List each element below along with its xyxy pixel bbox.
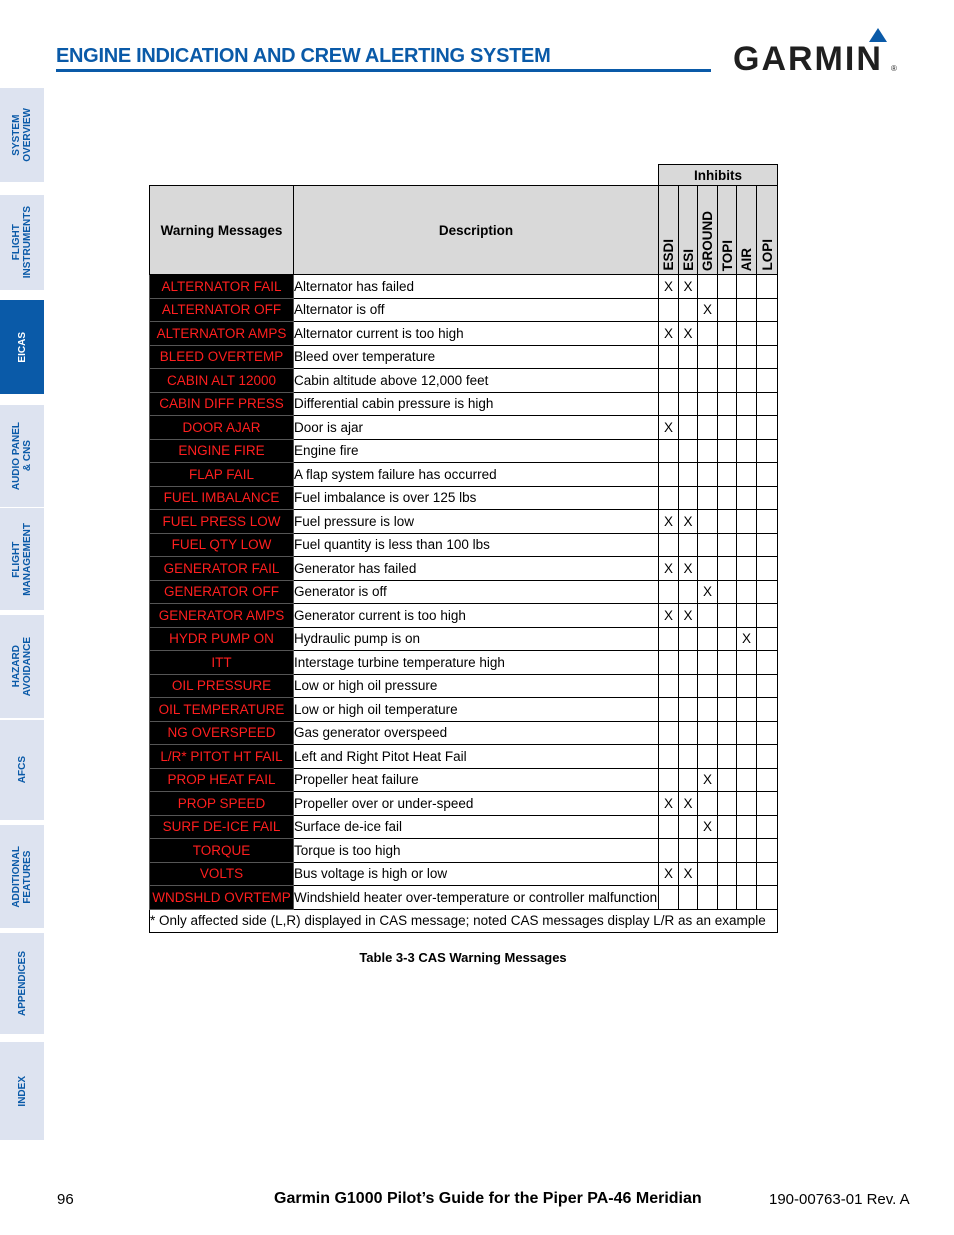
inhibit-flag — [718, 768, 737, 792]
table-row — [150, 345, 778, 369]
inhibit-flag — [718, 839, 737, 863]
warning-description: Alternator current is too high — [294, 322, 659, 346]
warning-message: ITT — [150, 651, 294, 675]
warning-description: Propeller heat failure — [294, 768, 659, 792]
inhibit-flag — [659, 627, 679, 651]
page-number: 96 — [57, 1191, 74, 1208]
inhibit-flag — [698, 369, 718, 393]
inhibit-flag — [698, 486, 718, 510]
warning-message: GENERATOR AMPS — [150, 604, 294, 628]
tab-appendices[interactable] — [0, 933, 44, 1034]
warning-message: VOLTS — [150, 862, 294, 886]
warning-description: Surface de-ice fail — [294, 815, 659, 839]
warning-description: Left and Right Pitot Heat Fail — [294, 745, 659, 769]
warning-message: FUEL QTY LOW — [150, 533, 294, 557]
inhibit-flag — [718, 721, 737, 745]
inhibit-flag — [679, 392, 698, 416]
tab-flight-instruments[interactable] — [0, 195, 44, 290]
inhibit-flag — [737, 486, 757, 510]
tab-additional-features[interactable] — [0, 825, 44, 928]
inhibit-flag: X — [679, 557, 698, 581]
inhibit-flag — [737, 463, 757, 487]
tab-label: AUDIO PANEL & CNS — [11, 421, 33, 491]
garmin-logo — [733, 28, 898, 76]
inhibit-flag — [737, 298, 757, 322]
table-row — [150, 627, 778, 651]
warning-message: ALTERNATOR AMPS — [150, 322, 294, 346]
warning-description: Generator current is too high — [294, 604, 659, 628]
inhibit-flag: X — [698, 580, 718, 604]
inhibit-col-header — [757, 186, 778, 275]
inhibit-flag — [757, 627, 778, 651]
warning-description: Bus voltage is high or low — [294, 862, 659, 886]
inhibit-flag — [757, 392, 778, 416]
warning-description: Generator has failed — [294, 557, 659, 581]
table-row — [150, 886, 778, 910]
inhibit-flag — [737, 439, 757, 463]
warning-message: PROP HEAT FAIL — [150, 768, 294, 792]
inhibit-flag — [757, 439, 778, 463]
tab-label: SYSTEM OVERVIEW — [11, 108, 33, 162]
warning-description: Propeller over or under-speed — [294, 792, 659, 816]
inhibit-flag — [718, 604, 737, 628]
warning-messages-header: Warning Messages — [150, 186, 294, 275]
table-caption: Table 3-3 CAS Warning Messages — [359, 950, 567, 965]
inhibit-flag — [737, 886, 757, 910]
warning-message: CABIN DIFF PRESS — [150, 392, 294, 416]
inhibit-flag — [659, 721, 679, 745]
warning-message: OIL TEMPERATURE — [150, 698, 294, 722]
table-row — [150, 533, 778, 557]
table-row — [150, 698, 778, 722]
inhibit-flag — [737, 862, 757, 886]
inhibit-col-header — [698, 186, 718, 275]
inhibit-flag — [757, 604, 778, 628]
inhibit-flag — [698, 721, 718, 745]
inhibit-flag: X — [679, 322, 698, 346]
table-row — [150, 369, 778, 393]
warning-description: Cabin altitude above 12,000 feet — [294, 369, 659, 393]
inhibit-flag — [718, 298, 737, 322]
table-row — [150, 322, 778, 346]
inhibit-flag — [698, 345, 718, 369]
inhibit-flag — [757, 862, 778, 886]
warning-description: Low or high oil pressure — [294, 674, 659, 698]
tab-label: HAZARD AVOIDANCE — [11, 636, 33, 697]
inhibit-col-header — [737, 186, 757, 275]
inhibit-flag — [737, 322, 757, 346]
table-row — [150, 416, 778, 440]
inhibit-flag — [737, 721, 757, 745]
warning-message: PROP SPEED — [150, 792, 294, 816]
inhibit-flag — [757, 486, 778, 510]
inhibit-flag: X — [659, 792, 679, 816]
table-footnote: * Only affected side (L,R) displayed in CAS message; noted CAS messages display L/R as an example — [150, 909, 778, 932]
inhibit-flag — [737, 510, 757, 534]
inhibit-flag — [718, 651, 737, 675]
warning-message: ENGINE FIRE — [150, 439, 294, 463]
inhibit-col-label: AIR — [739, 247, 754, 271]
inhibit-flag — [757, 369, 778, 393]
inhibit-flag — [698, 674, 718, 698]
inhibit-flag — [659, 745, 679, 769]
tab-label: ADDITIONAL FEATURES — [11, 845, 33, 908]
inhibit-flag: X — [679, 862, 698, 886]
inhibit-flag — [737, 745, 757, 769]
inhibit-flag — [757, 721, 778, 745]
tab-hazard-avoidance[interactable] — [0, 615, 44, 718]
table-row — [150, 792, 778, 816]
table-row — [150, 557, 778, 581]
section-title: ENGINE INDICATION AND CREW ALERTING SYSTEM — [56, 45, 551, 67]
warning-description: Alternator has failed — [294, 275, 659, 299]
inhibit-flag — [757, 298, 778, 322]
inhibit-flag: X — [698, 298, 718, 322]
inhibit-flag — [757, 698, 778, 722]
inhibit-flag — [718, 862, 737, 886]
inhibit-flag — [698, 604, 718, 628]
inhibit-flag — [659, 839, 679, 863]
inhibit-flag — [659, 580, 679, 604]
inhibit-flag — [659, 815, 679, 839]
tab-index[interactable] — [0, 1042, 44, 1140]
inhibit-flag — [757, 510, 778, 534]
inhibit-flag — [737, 839, 757, 863]
warning-message: WNDSHLD OVRTEMP — [150, 886, 294, 910]
inhibit-flag — [698, 557, 718, 581]
inhibit-flag — [757, 651, 778, 675]
description-header: Description — [294, 186, 659, 275]
inhibit-flag — [659, 674, 679, 698]
inhibit-flag — [679, 815, 698, 839]
inhibit-flag — [679, 698, 698, 722]
inhibit-flag — [659, 486, 679, 510]
inhibit-flag — [737, 792, 757, 816]
inhibit-flag — [757, 768, 778, 792]
inhibit-flag — [718, 345, 737, 369]
inhibit-flag — [718, 792, 737, 816]
inhibit-flag — [698, 698, 718, 722]
warning-message: TORQUE — [150, 839, 294, 863]
inhibit-flag — [737, 604, 757, 628]
inhibit-flag — [737, 580, 757, 604]
inhibit-flag — [737, 275, 757, 299]
inhibit-flag — [698, 275, 718, 299]
inhibit-flag — [659, 886, 679, 910]
inhibit-flag — [659, 651, 679, 675]
inhibit-flag — [679, 580, 698, 604]
inhibit-flag — [718, 580, 737, 604]
inhibit-flag — [679, 439, 698, 463]
inhibit-flag — [698, 439, 718, 463]
warning-message: CABIN ALT 12000 — [150, 369, 294, 393]
warning-description: Low or high oil temperature — [294, 698, 659, 722]
inhibit-flag — [679, 651, 698, 675]
inhibit-col-label: GROUND — [700, 211, 715, 271]
inhibit-flag — [679, 533, 698, 557]
inhibit-flag — [757, 580, 778, 604]
inhibit-flag — [698, 745, 718, 769]
inhibit-flag: X — [659, 510, 679, 534]
warning-description: Engine fire — [294, 439, 659, 463]
inhibit-flag — [698, 886, 718, 910]
inhibit-col-label: LOPI — [759, 239, 775, 271]
inhibit-flag: X — [659, 604, 679, 628]
inhibit-flag — [737, 557, 757, 581]
warning-description: Gas generator overspeed — [294, 721, 659, 745]
inhibit-flag — [679, 298, 698, 322]
inhibit-flag — [659, 768, 679, 792]
inhibit-flag — [679, 486, 698, 510]
inhibit-flag — [718, 510, 737, 534]
footer-doc-number: 190-00763-01 Rev. A — [769, 1191, 910, 1208]
inhibit-flag — [718, 369, 737, 393]
inhibit-flag — [757, 745, 778, 769]
inhibit-flag — [718, 745, 737, 769]
inhibit-flag — [757, 463, 778, 487]
inhibit-col-header — [718, 186, 737, 275]
inhibit-flag — [659, 345, 679, 369]
inhibit-flag: X — [737, 627, 757, 651]
warning-message: ALTERNATOR OFF — [150, 298, 294, 322]
table-row — [150, 298, 778, 322]
table-row — [150, 439, 778, 463]
warning-description: A flap system failure has occurred — [294, 463, 659, 487]
table-row — [150, 815, 778, 839]
footnote-row — [150, 909, 778, 932]
warning-message: SURF DE-ICE FAIL — [150, 815, 294, 839]
warning-message: DOOR AJAR — [150, 416, 294, 440]
inhibit-flag — [737, 698, 757, 722]
inhibit-flag — [698, 627, 718, 651]
table-row — [150, 604, 778, 628]
warning-message: HYDR PUMP ON — [150, 627, 294, 651]
inhibit-flag — [718, 627, 737, 651]
inhibit-col-header — [659, 186, 679, 275]
warning-message: FUEL IMBALANCE — [150, 486, 294, 510]
inhibit-flag — [737, 674, 757, 698]
inhibit-flag — [679, 627, 698, 651]
inhibit-flag: X — [659, 275, 679, 299]
inhibit-flag — [757, 533, 778, 557]
inhibit-flag — [698, 322, 718, 346]
inhibit-flag — [718, 557, 737, 581]
tab-label: INDEX — [16, 1075, 28, 1107]
inhibit-flag — [659, 298, 679, 322]
inhibit-flag — [718, 275, 737, 299]
tab-audio-panel-cns[interactable] — [0, 405, 44, 507]
table-row — [150, 580, 778, 604]
tab-label: AFCS — [16, 756, 28, 784]
inhibit-flag: X — [679, 510, 698, 534]
warning-message: OIL PRESSURE — [150, 674, 294, 698]
inhibit-flag — [757, 557, 778, 581]
table-row — [150, 768, 778, 792]
inhibit-flag: X — [659, 416, 679, 440]
tab-label: EICAS — [16, 331, 28, 363]
inhibit-flag — [698, 416, 718, 440]
inhibit-flag — [757, 345, 778, 369]
warning-description: Hydraulic pump is on — [294, 627, 659, 651]
table-row — [150, 392, 778, 416]
inhibit-flag — [698, 533, 718, 557]
inhibit-flag — [679, 416, 698, 440]
table-row — [150, 745, 778, 769]
inhibit-flag — [698, 463, 718, 487]
warning-message: FLAP FAIL — [150, 463, 294, 487]
inhibit-flag — [737, 416, 757, 440]
inhibit-flag — [757, 322, 778, 346]
inhibit-flag — [659, 369, 679, 393]
inhibit-flag — [757, 792, 778, 816]
inhibit-flag — [679, 745, 698, 769]
warning-description: Fuel pressure is low — [294, 510, 659, 534]
table-corner — [150, 165, 659, 186]
inhibit-flag — [737, 345, 757, 369]
tab-eicas[interactable] — [0, 300, 44, 394]
tab-afcs[interactable] — [0, 720, 44, 820]
inhibit-flag — [757, 815, 778, 839]
inhibit-flag — [698, 651, 718, 675]
header-rule — [56, 69, 711, 72]
table-row — [150, 510, 778, 534]
inhibit-flag — [718, 416, 737, 440]
inhibit-flag — [698, 392, 718, 416]
inhibit-flag — [659, 698, 679, 722]
inhibit-flag — [718, 815, 737, 839]
warning-message: L/R* PITOT HT FAIL — [150, 745, 294, 769]
inhibit-flag — [737, 369, 757, 393]
inhibit-flag — [698, 839, 718, 863]
inhibit-flag — [718, 463, 737, 487]
tab-system-overview[interactable] — [0, 88, 44, 182]
logo-registered-mark: ® — [891, 64, 897, 73]
warning-message: FUEL PRESS LOW — [150, 510, 294, 534]
inhibit-flag — [679, 839, 698, 863]
tab-label: FLIGHT MANAGEMENT — [11, 522, 33, 596]
inhibit-flag — [757, 839, 778, 863]
table-row — [150, 721, 778, 745]
tab-label: FLIGHT INSTRUMENTS — [11, 206, 33, 279]
inhibit-flag — [718, 486, 737, 510]
inhibit-flag — [659, 463, 679, 487]
inhibit-flag — [737, 651, 757, 675]
warning-description: Interstage turbine temperature high — [294, 651, 659, 675]
tab-flight-management[interactable] — [0, 508, 44, 610]
inhibit-flag — [679, 345, 698, 369]
inhibit-flag — [679, 463, 698, 487]
table-row — [150, 674, 778, 698]
inhibit-flag — [718, 322, 737, 346]
cas-warning-table — [149, 164, 778, 933]
warning-message: NG OVERSPEED — [150, 721, 294, 745]
warning-message: GENERATOR OFF — [150, 580, 294, 604]
warning-description: Differential cabin pressure is high — [294, 392, 659, 416]
warning-message: BLEED OVERTEMP — [150, 345, 294, 369]
inhibit-flag — [679, 721, 698, 745]
inhibit-flag: X — [698, 768, 718, 792]
inhibits-header: Inhibits — [659, 165, 778, 186]
warning-description: Torque is too high — [294, 839, 659, 863]
inhibit-flag — [737, 392, 757, 416]
table-row — [150, 862, 778, 886]
inhibit-col-label: ESDI — [661, 239, 676, 271]
inhibit-flag — [757, 886, 778, 910]
inhibit-flag — [757, 416, 778, 440]
warning-description: Door is ajar — [294, 416, 659, 440]
tab-label: APPENDICES — [16, 950, 28, 1016]
warning-description: Fuel quantity is less than 100 lbs — [294, 533, 659, 557]
table-row — [150, 486, 778, 510]
inhibit-flag: X — [679, 604, 698, 628]
inhibit-flag — [757, 275, 778, 299]
warning-description: Generator is off — [294, 580, 659, 604]
inhibit-flag: X — [698, 815, 718, 839]
table-row — [150, 463, 778, 487]
inhibit-col-label: ESI — [680, 249, 696, 271]
inhibit-flag: X — [659, 557, 679, 581]
inhibit-flag — [718, 886, 737, 910]
inhibit-flag — [679, 768, 698, 792]
footer-title: Garmin G1000 Pilot’s Guide for the Piper PA-46 Meridian — [274, 1190, 702, 1207]
inhibit-flag — [698, 862, 718, 886]
inhibit-flag — [718, 533, 737, 557]
inhibit-flag — [737, 768, 757, 792]
warning-description: Bleed over temperature — [294, 345, 659, 369]
logo-text: GARMIN — [733, 40, 883, 78]
inhibit-flag — [659, 439, 679, 463]
inhibit-flag — [718, 674, 737, 698]
warning-description: Windshield heater over-temperature or controller malfunction — [294, 886, 659, 910]
warning-description: Alternator is off — [294, 298, 659, 322]
inhibit-flag — [679, 674, 698, 698]
inhibit-col-label: TOPI — [719, 239, 735, 271]
warning-message: ALTERNATOR FAIL — [150, 275, 294, 299]
table-row — [150, 839, 778, 863]
inhibit-flag: X — [679, 275, 698, 299]
inhibit-flag — [737, 533, 757, 557]
inhibit-flag — [679, 369, 698, 393]
inhibit-flag — [718, 439, 737, 463]
inhibit-flag: X — [659, 862, 679, 886]
inhibit-flag — [659, 392, 679, 416]
warning-description: Fuel imbalance is over 125 lbs — [294, 486, 659, 510]
table-row — [150, 275, 778, 299]
warning-message: GENERATOR FAIL — [150, 557, 294, 581]
inhibit-flag — [737, 815, 757, 839]
inhibit-flag: X — [679, 792, 698, 816]
inhibit-flag — [718, 698, 737, 722]
table-row — [150, 651, 778, 675]
inhibit-flag — [659, 533, 679, 557]
inhibit-flag — [698, 510, 718, 534]
inhibit-flag — [757, 674, 778, 698]
inhibit-col-header — [679, 186, 698, 275]
inhibit-flag — [679, 886, 698, 910]
inhibit-flag — [718, 392, 737, 416]
inhibit-flag: X — [659, 322, 679, 346]
inhibit-flag — [698, 792, 718, 816]
